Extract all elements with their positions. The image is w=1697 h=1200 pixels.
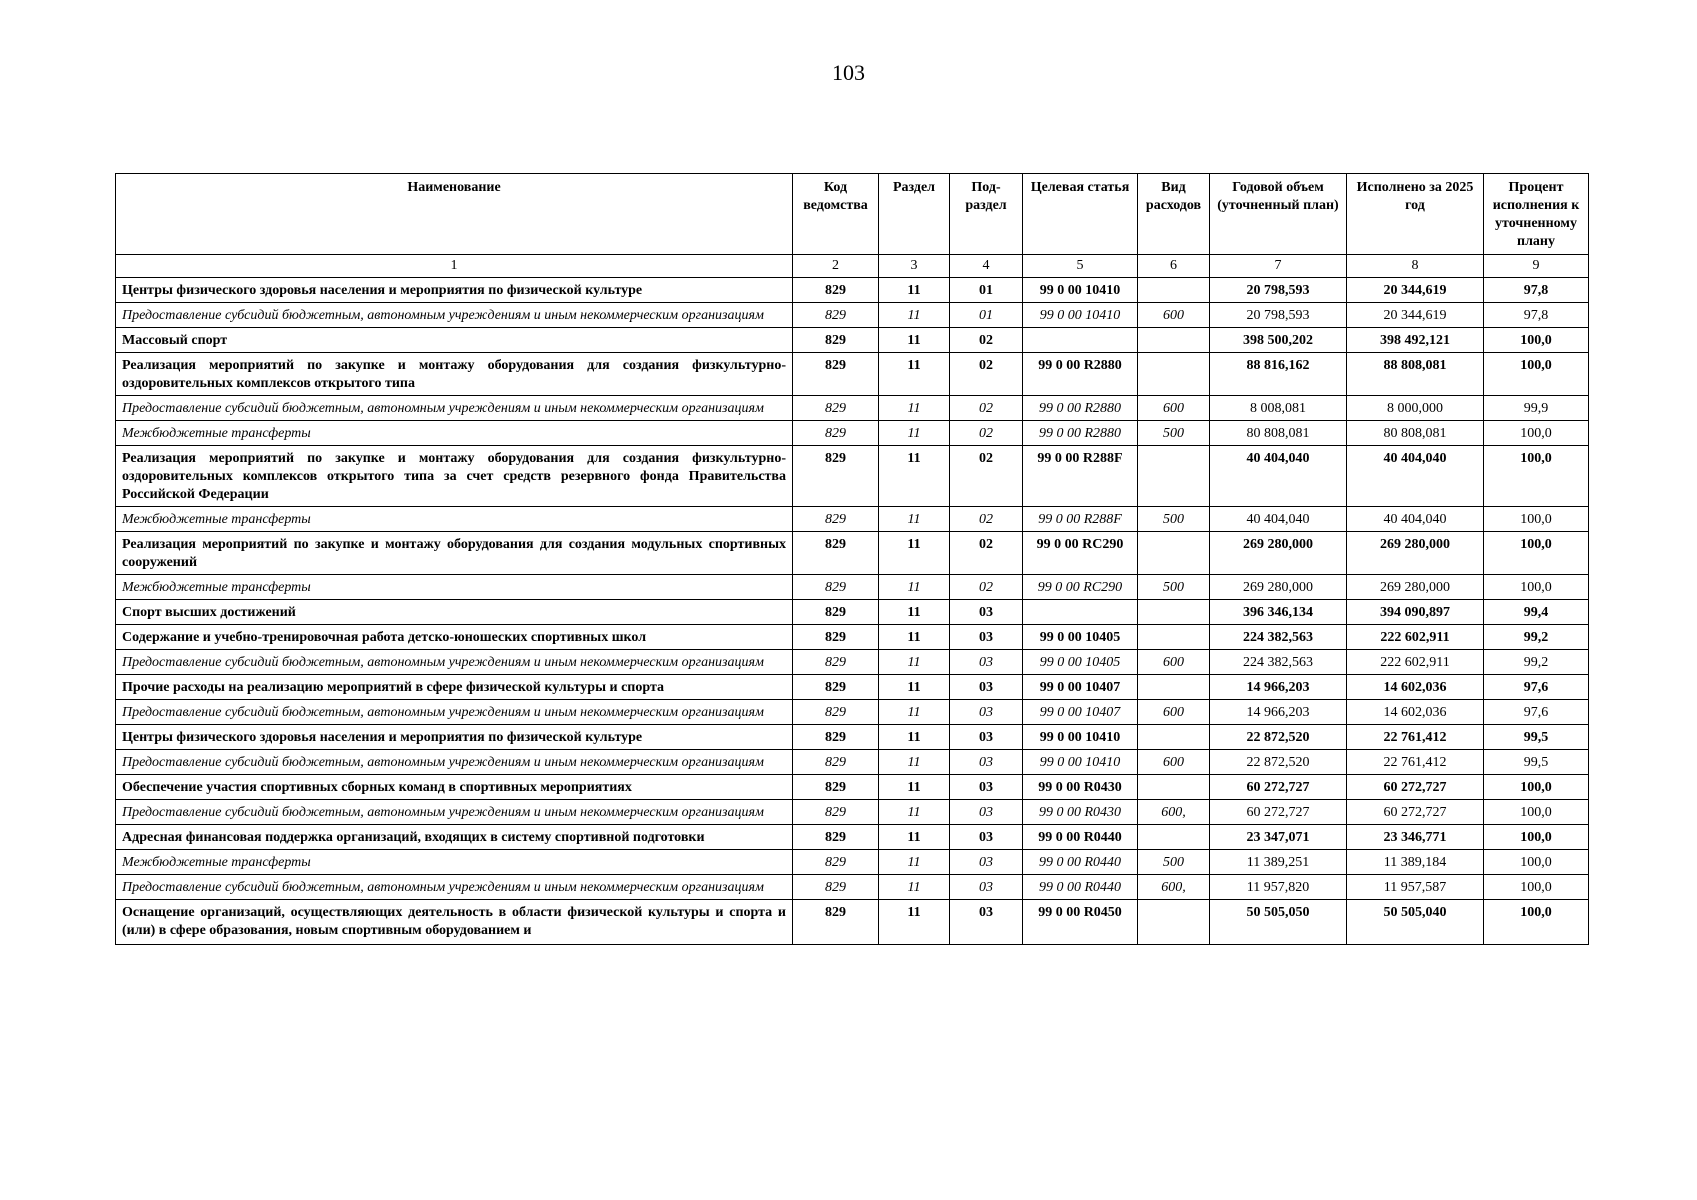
row-target-item: 99 0 00 10410 xyxy=(1023,725,1138,750)
row-section: 11 xyxy=(879,446,950,507)
col-number: 7 xyxy=(1210,255,1347,278)
row-dept-code: 829 xyxy=(793,446,879,507)
row-annual-plan: 40 404,040 xyxy=(1210,507,1347,532)
row-annual-plan: 20 798,593 xyxy=(1210,278,1347,303)
col-number: 3 xyxy=(879,255,950,278)
row-dept-code: 829 xyxy=(793,532,879,575)
row-percent: 99,4 xyxy=(1484,600,1589,625)
row-annual-plan: 224 382,563 xyxy=(1210,650,1347,675)
row-target-item: 99 0 00 R2880 xyxy=(1023,353,1138,396)
row-executed: 20 344,619 xyxy=(1347,303,1484,328)
row-expense-type: 600 xyxy=(1138,700,1210,725)
row-annual-plan: 60 272,727 xyxy=(1210,775,1347,800)
col-number: 1 xyxy=(116,255,793,278)
table-row xyxy=(116,328,1589,353)
row-name: Спорт высших достижений xyxy=(116,600,793,625)
row-subsection: 03 xyxy=(950,600,1023,625)
row-expense-type xyxy=(1138,775,1210,800)
row-executed: 222 602,911 xyxy=(1347,650,1484,675)
table-row xyxy=(116,750,1589,775)
header-row xyxy=(116,174,1589,255)
table-row xyxy=(116,775,1589,800)
row-executed: 14 602,036 xyxy=(1347,700,1484,725)
row-expense-type: 600, xyxy=(1138,800,1210,825)
row-expense-type: 600, xyxy=(1138,875,1210,900)
row-dept-code: 829 xyxy=(793,750,879,775)
row-name: Адресная финансовая поддержка организаций, входящих в систему спортивной подготовки xyxy=(116,825,793,850)
col-number: 5 xyxy=(1023,255,1138,278)
row-executed: 40 404,040 xyxy=(1347,507,1484,532)
row-name: Предоставление субсидий бюджетным, автономным учреждениям и иным некоммерческим организациям xyxy=(116,875,793,900)
row-section: 11 xyxy=(879,625,950,650)
table-row xyxy=(116,421,1589,446)
col-number: 6 xyxy=(1138,255,1210,278)
row-expense-type: 600 xyxy=(1138,303,1210,328)
row-annual-plan: 8 008,081 xyxy=(1210,396,1347,421)
row-name: Предоставление субсидий бюджетным, автономным учреждениям и иным некоммерческим организациям xyxy=(116,650,793,675)
row-executed: 80 808,081 xyxy=(1347,421,1484,446)
row-subsection: 03 xyxy=(950,775,1023,800)
row-subsection: 03 xyxy=(950,825,1023,850)
row-section: 11 xyxy=(879,875,950,900)
row-name-text: Оснащение организаций, осуществляющих деятельность в области физической культуры и спорта и (или) в сфере образования, новым спортивным оборудованием и xyxy=(122,905,786,938)
row-annual-plan: 80 808,081 xyxy=(1210,421,1347,446)
row-section: 11 xyxy=(879,396,950,421)
row-annual-plan: 14 966,203 xyxy=(1210,675,1347,700)
row-target-item: 99 0 00 R288F xyxy=(1023,507,1138,532)
row-expense-type xyxy=(1138,278,1210,303)
header-expense-type: Вид расходов xyxy=(1138,174,1210,255)
column-number-row xyxy=(116,255,1589,278)
table-row xyxy=(116,532,1589,575)
row-dept-code: 829 xyxy=(793,575,879,600)
row-name: Предоставление субсидий бюджетным, автономным учреждениям и иным некоммерческим организациям xyxy=(116,750,793,775)
row-section: 11 xyxy=(879,800,950,825)
row-section: 11 xyxy=(879,600,950,625)
row-expense-type xyxy=(1138,725,1210,750)
row-annual-plan: 40 404,040 xyxy=(1210,446,1347,507)
row-target-item: 99 0 00 10405 xyxy=(1023,650,1138,675)
table-row xyxy=(116,353,1589,396)
row-name: Реализация мероприятий по закупке и монтажу оборудования для создания физкультурно-оздоровительных комплексов открытого типа за счет средств резервного фонда Правительства Российской Федерации xyxy=(116,446,793,507)
row-name: Предоставление субсидий бюджетным, автономным учреждениям и иным некоммерческим организациям xyxy=(116,700,793,725)
row-expense-type xyxy=(1138,675,1210,700)
row-section: 11 xyxy=(879,650,950,675)
row-dept-code: 829 xyxy=(793,278,879,303)
row-subsection: 01 xyxy=(950,303,1023,328)
row-subsection: 03 xyxy=(950,675,1023,700)
row-annual-plan: 224 382,563 xyxy=(1210,625,1347,650)
row-target-item: 99 0 00 R0450 xyxy=(1023,900,1138,945)
table-row xyxy=(116,600,1589,625)
row-target-item: 99 0 00 R0440 xyxy=(1023,875,1138,900)
row-section: 11 xyxy=(879,328,950,353)
row-subsection: 03 xyxy=(950,625,1023,650)
row-annual-plan: 11 389,251 xyxy=(1210,850,1347,875)
row-subsection: 02 xyxy=(950,396,1023,421)
row-name: Межбюджетные трансферты xyxy=(116,421,793,446)
row-percent: 100,0 xyxy=(1484,328,1589,353)
row-target-item: 99 0 00 10410 xyxy=(1023,278,1138,303)
table-row xyxy=(116,700,1589,725)
row-subsection: 03 xyxy=(950,700,1023,725)
row-name: Предоставление субсидий бюджетным, автономным учреждениям и иным некоммерческим организациям xyxy=(116,396,793,421)
row-expense-type xyxy=(1138,625,1210,650)
row-target-item: 99 0 00 R0440 xyxy=(1023,825,1138,850)
row-dept-code: 829 xyxy=(793,328,879,353)
row-section: 11 xyxy=(879,421,950,446)
table-row xyxy=(116,507,1589,532)
header-percent: Процент исполнения к уточненному плану xyxy=(1484,174,1589,255)
table-row xyxy=(116,725,1589,750)
row-expense-type xyxy=(1138,353,1210,396)
header-name: Наименование xyxy=(116,174,793,255)
row-percent: 100,0 xyxy=(1484,775,1589,800)
row-dept-code: 829 xyxy=(793,303,879,328)
col-number: 8 xyxy=(1347,255,1484,278)
row-target-item: 99 0 00 10405 xyxy=(1023,625,1138,650)
row-annual-plan: 14 966,203 xyxy=(1210,700,1347,725)
row-expense-type: 600 xyxy=(1138,750,1210,775)
col-number: 9 xyxy=(1484,255,1589,278)
table-row xyxy=(116,303,1589,328)
row-section: 11 xyxy=(879,507,950,532)
row-subsection: 02 xyxy=(950,353,1023,396)
row-executed: 394 090,897 xyxy=(1347,600,1484,625)
row-executed: 398 492,121 xyxy=(1347,328,1484,353)
row-name: Центры физического здоровья населения и мероприятия по физической культуре xyxy=(116,725,793,750)
row-executed: 40 404,040 xyxy=(1347,446,1484,507)
row-executed: 60 272,727 xyxy=(1347,775,1484,800)
row-dept-code: 829 xyxy=(793,825,879,850)
row-dept-code: 829 xyxy=(793,725,879,750)
header-executed: Исполнено за 2025 год xyxy=(1347,174,1484,255)
row-subsection: 02 xyxy=(950,446,1023,507)
row-dept-code: 829 xyxy=(793,800,879,825)
row-name: Обеспечение участия спортивных сборных команд в спортивных мероприятиях xyxy=(116,775,793,800)
table-row xyxy=(116,446,1589,507)
row-percent: 100,0 xyxy=(1484,421,1589,446)
row-annual-plan: 22 872,520 xyxy=(1210,725,1347,750)
row-annual-plan: 269 280,000 xyxy=(1210,575,1347,600)
row-subsection: 02 xyxy=(950,575,1023,600)
row-target-item: 99 0 00 10410 xyxy=(1023,750,1138,775)
row-subsection: 02 xyxy=(950,532,1023,575)
row-target-item: 99 0 00 10407 xyxy=(1023,700,1138,725)
table-row xyxy=(116,850,1589,875)
row-dept-code: 829 xyxy=(793,875,879,900)
row-percent: 100,0 xyxy=(1484,875,1589,900)
row-section: 11 xyxy=(879,825,950,850)
row-target-item: 99 0 00 RC290 xyxy=(1023,532,1138,575)
row-dept-code: 829 xyxy=(793,600,879,625)
table-row xyxy=(116,875,1589,900)
table-row xyxy=(116,278,1589,303)
table-row xyxy=(116,650,1589,675)
row-target-item: 99 0 00 R288F xyxy=(1023,446,1138,507)
row-dept-code: 829 xyxy=(793,353,879,396)
row-annual-plan: 396 346,134 xyxy=(1210,600,1347,625)
row-subsection: 03 xyxy=(950,725,1023,750)
row-subsection: 03 xyxy=(950,850,1023,875)
table-row xyxy=(116,575,1589,600)
row-executed: 60 272,727 xyxy=(1347,800,1484,825)
row-target-item xyxy=(1023,328,1138,353)
header-annual-plan: Годовой объем (уточненный план) xyxy=(1210,174,1347,255)
table-row xyxy=(116,825,1589,850)
row-executed: 22 761,412 xyxy=(1347,725,1484,750)
row-percent: 100,0 xyxy=(1484,850,1589,875)
table-row xyxy=(116,675,1589,700)
row-executed: 222 602,911 xyxy=(1347,625,1484,650)
row-name: Центры физического здоровья населения и мероприятия по физической культуре xyxy=(116,278,793,303)
row-percent: 100,0 xyxy=(1484,575,1589,600)
header-subsection: Под-раздел xyxy=(950,174,1023,255)
row-target-item: 99 0 00 10410 xyxy=(1023,303,1138,328)
row-annual-plan: 50 505,050 xyxy=(1210,900,1347,945)
row-percent: 100,0 xyxy=(1484,800,1589,825)
row-dept-code: 829 xyxy=(793,421,879,446)
row-name xyxy=(116,900,793,945)
row-dept-code: 829 xyxy=(793,507,879,532)
row-percent: 99,5 xyxy=(1484,725,1589,750)
row-executed: 269 280,000 xyxy=(1347,575,1484,600)
row-section: 11 xyxy=(879,725,950,750)
row-expense-type: 500 xyxy=(1138,421,1210,446)
row-name: Реализация мероприятий по закупке и монтажу оборудования для создания физкультурно-оздоровительных комплексов открытого типа xyxy=(116,353,793,396)
row-section: 11 xyxy=(879,575,950,600)
row-percent: 100,0 xyxy=(1484,900,1589,945)
row-target-item: 99 0 00 RC290 xyxy=(1023,575,1138,600)
table-row xyxy=(116,625,1589,650)
row-expense-type xyxy=(1138,446,1210,507)
row-name: Содержание и учебно-тренировочная работа детско-юношеских спортивных школ xyxy=(116,625,793,650)
row-executed: 8 000,000 xyxy=(1347,396,1484,421)
row-annual-plan: 398 500,202 xyxy=(1210,328,1347,353)
row-executed: 14 602,036 xyxy=(1347,675,1484,700)
row-executed: 20 344,619 xyxy=(1347,278,1484,303)
row-dept-code: 829 xyxy=(793,850,879,875)
header-target-item: Целевая статья xyxy=(1023,174,1138,255)
row-percent: 99,2 xyxy=(1484,650,1589,675)
row-subsection: 03 xyxy=(950,750,1023,775)
row-percent: 100,0 xyxy=(1484,532,1589,575)
row-expense-type xyxy=(1138,328,1210,353)
row-executed: 23 346,771 xyxy=(1347,825,1484,850)
row-section: 11 xyxy=(879,278,950,303)
row-section: 11 xyxy=(879,303,950,328)
table-body xyxy=(116,278,1589,945)
row-target-item: 99 0 00 R0440 xyxy=(1023,850,1138,875)
row-annual-plan: 23 347,071 xyxy=(1210,825,1347,850)
row-percent: 97,8 xyxy=(1484,303,1589,328)
row-section: 11 xyxy=(879,850,950,875)
row-dept-code: 829 xyxy=(793,775,879,800)
row-subsection: 02 xyxy=(950,421,1023,446)
row-percent: 100,0 xyxy=(1484,446,1589,507)
row-target-item: 99 0 00 R2880 xyxy=(1023,396,1138,421)
row-expense-type xyxy=(1138,532,1210,575)
table-row xyxy=(116,800,1589,825)
row-dept-code: 829 xyxy=(793,700,879,725)
row-dept-code: 829 xyxy=(793,650,879,675)
row-name: Массовый спорт xyxy=(116,328,793,353)
row-section: 11 xyxy=(879,353,950,396)
row-annual-plan: 20 798,593 xyxy=(1210,303,1347,328)
row-executed: 11 957,587 xyxy=(1347,875,1484,900)
header-dept-code: Код ведомства xyxy=(793,174,879,255)
row-subsection: 03 xyxy=(950,900,1023,945)
col-number: 2 xyxy=(793,255,879,278)
row-target-item: 99 0 00 10407 xyxy=(1023,675,1138,700)
row-target-item: 99 0 00 R2880 xyxy=(1023,421,1138,446)
row-dept-code: 829 xyxy=(793,675,879,700)
row-percent: 99,9 xyxy=(1484,396,1589,421)
row-expense-type xyxy=(1138,900,1210,945)
row-target-item: 99 0 00 R0430 xyxy=(1023,775,1138,800)
row-subsection: 03 xyxy=(950,650,1023,675)
row-annual-plan: 60 272,727 xyxy=(1210,800,1347,825)
row-percent: 97,8 xyxy=(1484,278,1589,303)
row-subsection: 03 xyxy=(950,800,1023,825)
row-annual-plan: 88 816,162 xyxy=(1210,353,1347,396)
row-percent: 100,0 xyxy=(1484,353,1589,396)
row-expense-type: 600 xyxy=(1138,396,1210,421)
row-dept-code: 829 xyxy=(793,396,879,421)
row-name: Реализация мероприятий по закупке и монтажу оборудования для создания модульных спортивных сооружений xyxy=(116,532,793,575)
row-subsection: 01 xyxy=(950,278,1023,303)
row-percent: 97,6 xyxy=(1484,700,1589,725)
row-name: Предоставление субсидий бюджетным, автономным учреждениям и иным некоммерческим организациям xyxy=(116,800,793,825)
row-target-item: 99 0 00 R0430 xyxy=(1023,800,1138,825)
header-section: Раздел xyxy=(879,174,950,255)
row-executed: 88 808,081 xyxy=(1347,353,1484,396)
row-expense-type xyxy=(1138,600,1210,625)
row-percent: 100,0 xyxy=(1484,825,1589,850)
row-name: Межбюджетные трансферты xyxy=(116,575,793,600)
row-subsection: 02 xyxy=(950,328,1023,353)
row-annual-plan: 11 957,820 xyxy=(1210,875,1347,900)
row-executed: 269 280,000 xyxy=(1347,532,1484,575)
row-percent: 97,6 xyxy=(1484,675,1589,700)
row-percent: 100,0 xyxy=(1484,507,1589,532)
page-number: 103 xyxy=(832,60,865,85)
row-expense-type xyxy=(1138,825,1210,850)
row-name: Межбюджетные трансферты xyxy=(116,850,793,875)
row-section: 11 xyxy=(879,750,950,775)
row-section: 11 xyxy=(879,700,950,725)
row-expense-type: 500 xyxy=(1138,507,1210,532)
row-target-item xyxy=(1023,600,1138,625)
budget-execution-table xyxy=(115,173,1589,945)
row-section: 11 xyxy=(879,675,950,700)
row-section: 11 xyxy=(879,900,950,945)
row-section: 11 xyxy=(879,532,950,575)
row-executed: 22 761,412 xyxy=(1347,750,1484,775)
row-annual-plan: 22 872,520 xyxy=(1210,750,1347,775)
table-row xyxy=(116,900,1589,945)
row-subsection: 03 xyxy=(950,875,1023,900)
row-expense-type: 600 xyxy=(1138,650,1210,675)
row-expense-type: 500 xyxy=(1138,850,1210,875)
row-percent: 99,2 xyxy=(1484,625,1589,650)
table-row xyxy=(116,396,1589,421)
row-dept-code: 829 xyxy=(793,625,879,650)
row-annual-plan: 269 280,000 xyxy=(1210,532,1347,575)
row-name: Предоставление субсидий бюджетным, автономным учреждениям и иным некоммерческим организациям xyxy=(116,303,793,328)
row-name: Прочие расходы на реализацию мероприятий в сфере физической культуры и спорта xyxy=(116,675,793,700)
row-section: 11 xyxy=(879,775,950,800)
row-percent: 99,5 xyxy=(1484,750,1589,775)
row-name: Межбюджетные трансферты xyxy=(116,507,793,532)
row-executed: 50 505,040 xyxy=(1347,900,1484,945)
row-subsection: 02 xyxy=(950,507,1023,532)
col-number: 4 xyxy=(950,255,1023,278)
row-dept-code: 829 xyxy=(793,900,879,945)
row-executed: 11 389,184 xyxy=(1347,850,1484,875)
row-expense-type: 500 xyxy=(1138,575,1210,600)
